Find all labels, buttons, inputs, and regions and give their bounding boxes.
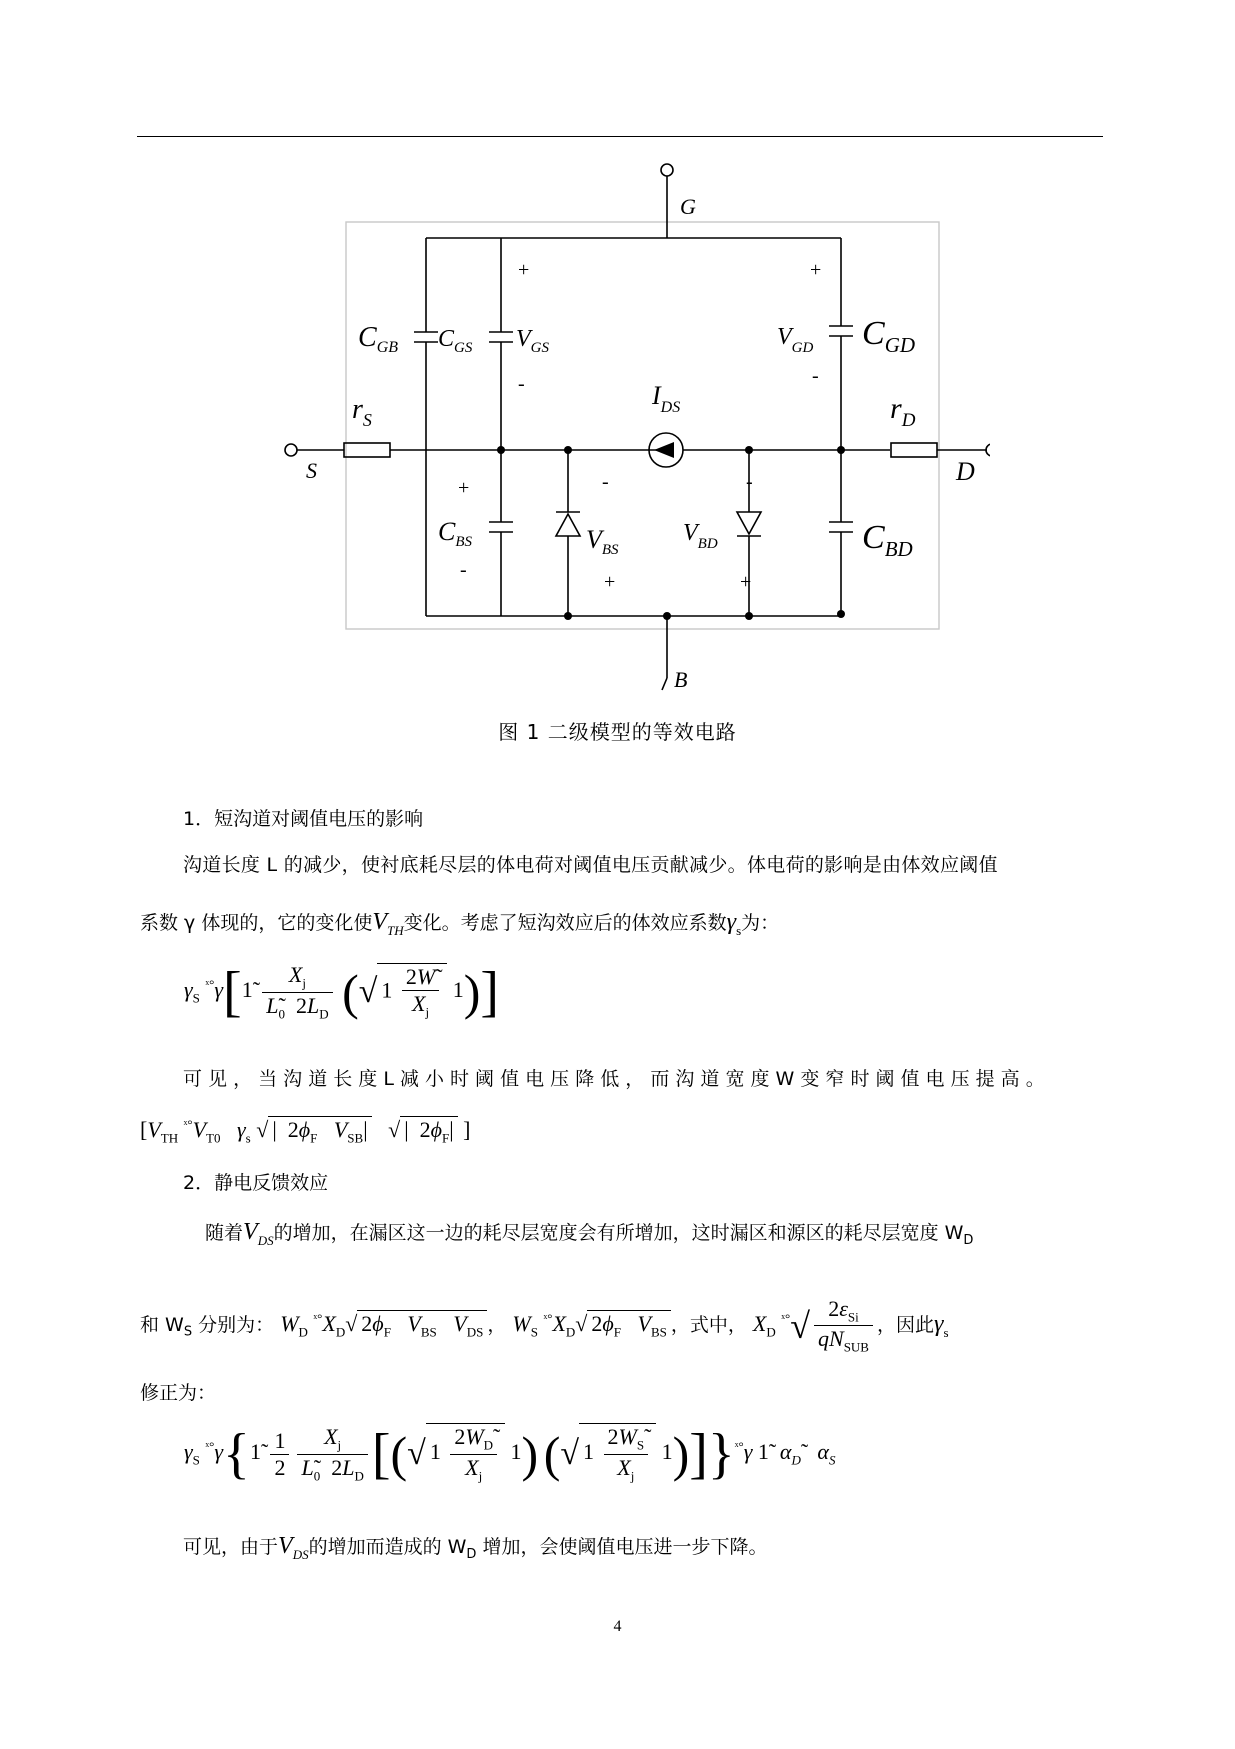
page-number: 4 [613,1618,622,1635]
model-boundary-box [346,222,939,629]
polarity-cbs-plus: + [458,477,470,499]
diode-vbs [556,514,580,536]
s2-p1-text-a: 随着 [205,1222,244,1244]
s2-p2-text-c: 分别为： [192,1313,275,1336]
s2-p4-text-d: 增加，会使阈值电压进一步下降。 [476,1536,768,1558]
s2-p4-text-a: 可见，由于 [183,1536,279,1558]
source-terminal-node [285,444,297,456]
s2-p4-text-b: 的增加而造成的 W [308,1536,467,1558]
vth-symbol: $V_{TH}$ [372,909,404,938]
gamma-s-symbol-2: $\gamma_s$ [934,1310,949,1340]
label-cbd: $C_{BD}$ [862,519,913,561]
current-arrow-icon [654,442,674,458]
label-s: S [306,458,317,483]
label-rs: $r_S$ [352,394,372,430]
label-vbs: $V_{BS}$ [586,525,619,558]
polarity-vgd-minus: - [812,365,819,387]
equivalent-circuit-diagram [270,150,990,700]
s2-p2-text-a: 和 W [140,1313,184,1336]
polarity-cbs-minus: - [460,559,467,581]
s2-p2-text-b: S [183,1324,193,1340]
label-g: G [680,194,696,219]
header-rule [137,136,1103,137]
s1-p2-text-a: 系数 γ 体现的，它的变化使 [140,912,373,934]
section-2-paragraph-1 [205,1218,973,1249]
label-ids: $I_{DS}$ [652,381,681,416]
section-1-heading: 1．短沟道对阈值电压的影响 [183,808,424,830]
polarity-vbd-plus: + [740,571,752,593]
diode-vbd [737,512,761,534]
section-1-paragraph-1: 沟道长度 L 的减少，使衬底耗尽层的体电荷对阈值电压贡献减少。体电荷的影响是由体效应阈值 [183,854,998,876]
resistor-rs [344,443,390,457]
label-d: D [956,457,975,486]
s2-p1-text-b: 的增加，在漏区这一边的耗尽层宽度会有所增加，这时漏区和源区的耗尽层宽度 W [273,1222,964,1244]
resistor-rd [891,443,937,457]
s2-p4-text-c: D [466,1546,477,1562]
s2-p2-text-d: ，式中， [670,1313,747,1336]
gamma-s-symbol: $\gamma_s$ [726,909,742,938]
figure-caption: 图 1 二级模型的等效电路 [498,720,737,744]
label-vgs: $V_{GS}$ [516,326,550,356]
polarity-vbs-minus: - [602,471,609,493]
equation-vth: [$V_{TH}$ $^{ˣ^\circ}V_{T0}$ $\gamma_s$ √ | $2\phi_F$ $V_{SB}|$ √ | $2\phi_F|$ ] [140,1116,471,1146]
equation-wd: $W_D$ $^{ˣ^\circ}X_D√$ $2\phi_F$ $V_{BS}$ $V_{DS}$ [280,1311,487,1336]
equation-gamma-corrected: $\gamma_S$ $^{ˣ^\circ}$γ{1̃ $\frac{1}{2}$ $\frac{X_j}{L_0 2L_D}$ [(√ 1 $\frac{2W_D}{X_j}$ 1) (√ 1 $\frac{2W_S}{X_j}$ 1)]}$^{ˣ^\circ}$γ 1̃ $\alpha_D̃$ $\alpha_S$ [184,1423,836,1485]
vds-symbol: $V_{DS}$ [243,1219,274,1248]
section-2-paragraph-3: 修正为： [140,1382,217,1404]
vds-symbol-2: $V_{DS}$ [278,1533,309,1562]
label-cgd: $C_{GD}$ [862,315,916,357]
equation-xd: $X_D$ $^{ˣ^\circ}$√ $\frac{2\varepsilon_{Si}}{qN_{SUB}}$ [753,1311,877,1336]
label-rd: $r_D$ [890,392,916,431]
polarity-vbs-plus: + [604,571,616,593]
polarity-vgd-plus: + [810,259,822,281]
label-vgd: $V_{GD}$ [777,324,814,356]
section-1-paragraph-2 [140,908,779,939]
s2-p1-text-c: D [963,1232,974,1248]
label-b: B [674,667,688,692]
section-1-paragraph-3: 可 见 ， 当 沟 道 长 度 L 减 小 时 阈 值 电 压 降 低 ， 而 沟 道 宽 度 W 变 窄 时 阈 值 电 压 提 高 。 [183,1068,1045,1090]
equation-ws: $W_S$ $^{ˣ^\circ}X_D√$ $2\phi_F$ $V_{BS}$ [512,1311,670,1336]
s2-p2-text-e: ，因此 [876,1313,934,1336]
section-2-heading: 2．静电反馈效应 [183,1172,329,1194]
label-cgs: $C_{GS}$ [438,326,473,356]
polarity-vbd-minus: - [746,471,753,493]
s1-p2-text-c: 为： [741,912,780,934]
label-cgb: $C_{GB}$ [358,322,399,356]
polarity-vgs-minus: - [518,373,525,395]
polarity-vgs-plus: + [518,259,530,281]
gate-terminal-node [661,164,673,176]
section-2-paragraph-4 [183,1532,767,1563]
section-2-paragraph-2: 和 $W_S$ 分别为： $W_D$ $^{ˣ^\circ}X_D√$ $2\phi_F$ $V_{BS}$ $V_{DS}$ ， $W_S$ $^{ˣ^\circ}X_D√$ $2\phi_F$ $V_{BS}$ ，式中， $X_D$ $^{ˣ^\circ}$√ $\frac{2\varepsilon_{Si}}{qN_{SUB}}$ ，因此$\gamma_s$ [140,1296,949,1355]
label-cbs: $C_{BS}$ [438,517,473,550]
equation-gamma-short-channel: $\gamma_S$ $^{ˣ^\circ}$γ[1̃ $\frac{X_j}{L_0 2L_D}$ (√ 1 $\frac{2W}{X_j}$ 1)] [184,961,500,1023]
label-vbd: $V_{BD}$ [683,520,718,552]
s1-p2-text-b: 变化。考虑了短沟效应后的体效应系数 [403,912,727,934]
